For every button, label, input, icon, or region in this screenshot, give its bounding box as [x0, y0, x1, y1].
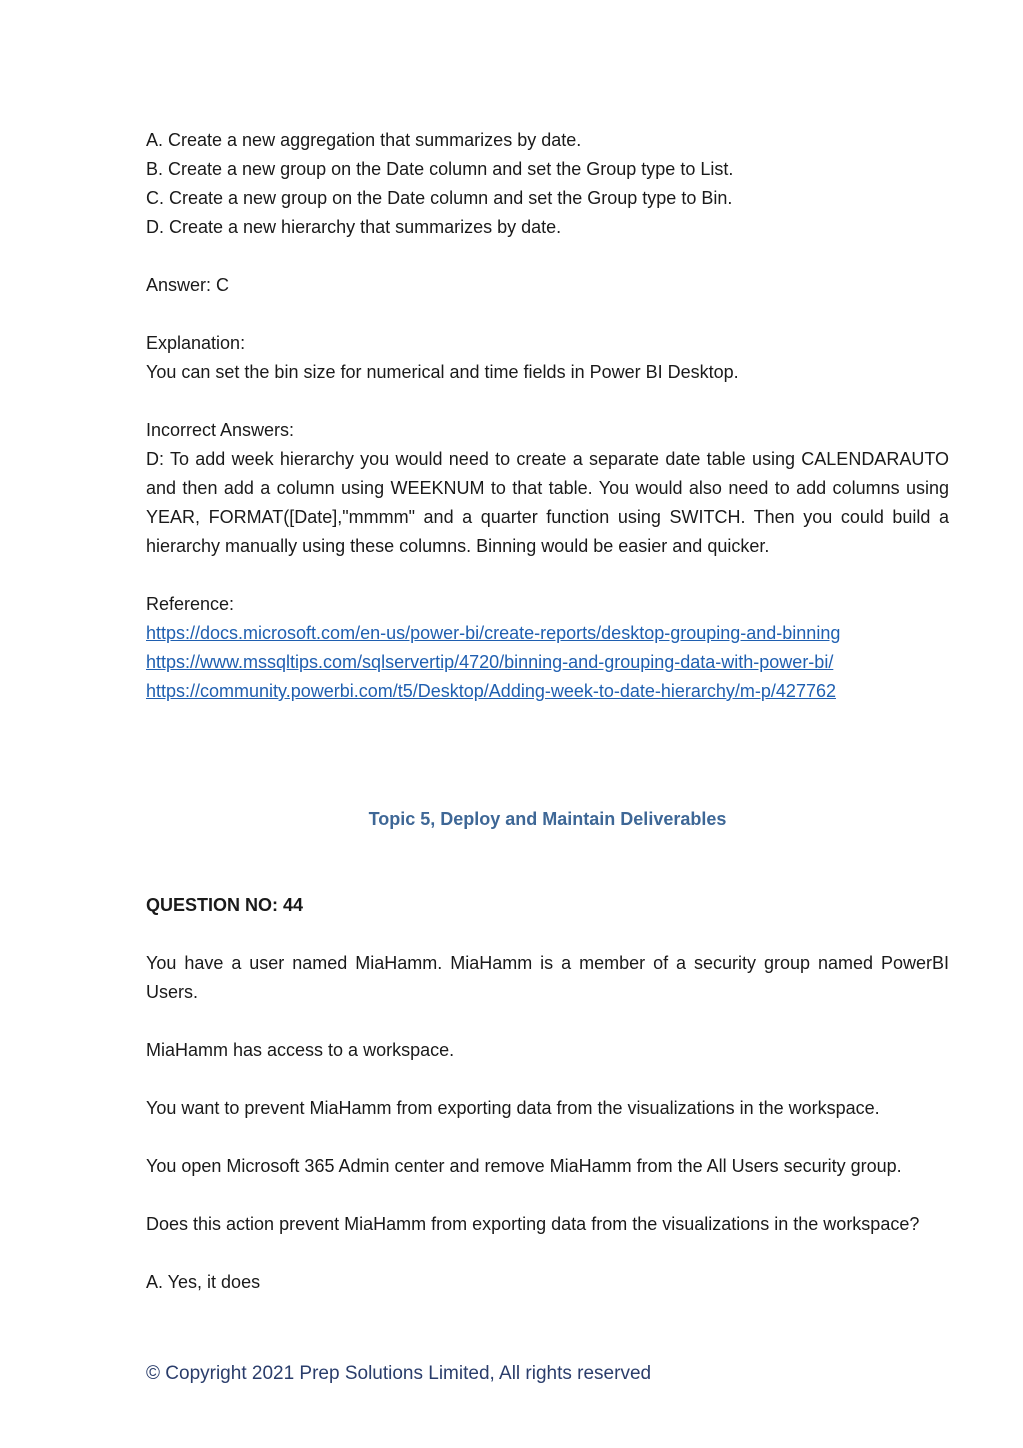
reference-link-1[interactable]: https://docs.microsoft.com/en-us/power-bi/create-reports/desktop-grouping-and-binning [146, 623, 841, 643]
document-page [146, 126, 949, 1297]
reference-link-3[interactable]: https://community.powerbi.com/t5/Desktop/Adding-week-to-date-hierarchy/m-p/427762 [146, 681, 836, 701]
question-paragraph-2: MiaHamm has access to a workspace. [146, 1040, 455, 1060]
question-number: QUESTION NO: 44 [146, 895, 304, 915]
explanation-text: You can set the bin size for numerical and time fields in Power BI Desktop. [146, 362, 739, 382]
explanation-label: Explanation: [146, 333, 246, 353]
question-paragraph-3: You want to prevent MiaHamm from exporting data from the visualizations in the workspace. [146, 1098, 880, 1118]
topic-heading: Topic 5, Deploy and Maintain Deliverables [368, 809, 727, 829]
option-a-prev: A. Create a new aggregation that summarizes by date. [146, 130, 582, 150]
option-c-prev: C. Create a new group on the Date column and set the Group type to Bin. [146, 188, 733, 208]
option-a: A. Yes, it does [146, 1272, 261, 1292]
option-b-prev: B. Create a new group on the Date column and set the Group type to List. [146, 159, 734, 179]
reference-label: Reference: [146, 594, 235, 614]
option-d-prev: D. Create a new hierarchy that summarizes by date. [146, 217, 562, 237]
question-paragraph-4: You open Microsoft 365 Admin center and remove MiaHamm from the All Users security group. [146, 1156, 902, 1176]
copyright-footer: © Copyright 2021 Prep Solutions Limited, All rights reserved [146, 1363, 652, 1384]
answer: Answer: C [146, 275, 230, 295]
reference-link-2[interactable]: https://www.mssqltips.com/sqlservertip/4720/binning-and-grouping-data-with-power-bi/ [146, 652, 834, 672]
question-paragraph-1: You have a user named MiaHamm. MiaHamm is a member of a security group named PowerBI Users. [146, 953, 949, 1002]
incorrect-answers-label: Incorrect Answers: [146, 420, 295, 440]
incorrect-answers-text: D: To add week hierarchy you would need to create a separate date table using CALENDARAUTO and then add a column using WEEKNUM to that table. You would also need to add columns using YEAR, FORMAT([Date],"mmmm" and a quarter function using SWITCH. Then you could build a hierarchy manually using these columns. Binning would be easier and quicker. [146, 449, 949, 556]
question-paragraph-5: Does this action prevent MiaHamm from exporting data from the visualizations in the workspace? [146, 1214, 920, 1234]
